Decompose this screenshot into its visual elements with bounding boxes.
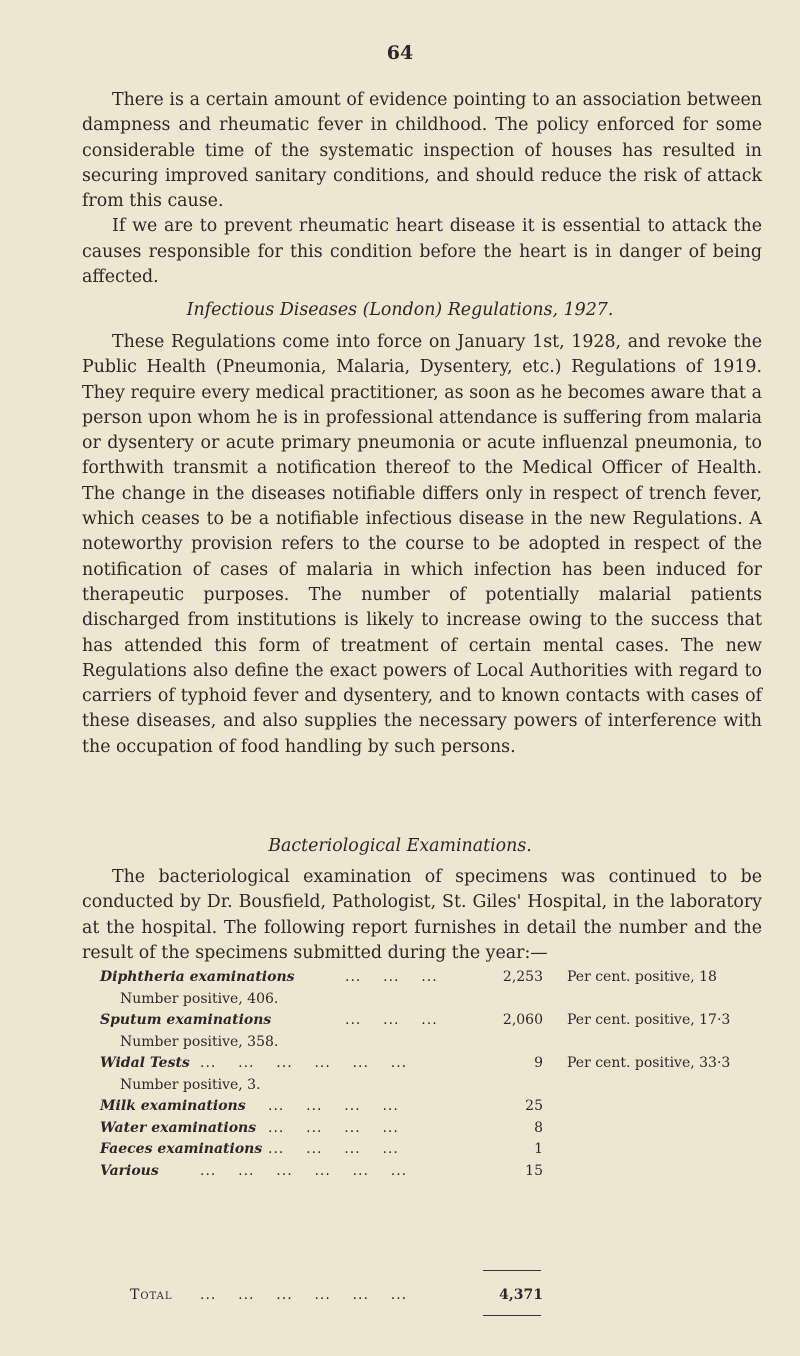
row-value: 25 <box>525 1098 543 1114</box>
row-value: 15 <box>525 1162 543 1179</box>
table-subrow <box>100 1034 780 1056</box>
page-number: 64 <box>386 42 414 64</box>
row-value: 2,253 <box>502 969 543 985</box>
row-label: Widal Tests <box>100 1055 190 1071</box>
leader-dots: ... ... ... <box>345 1012 438 1028</box>
table-total-row <box>100 1287 780 1309</box>
table-row <box>100 1012 780 1034</box>
row-value: 8 <box>534 1119 543 1136</box>
total-label: Total <box>130 1287 173 1303</box>
table-row <box>100 1163 780 1185</box>
paragraph-regulations: These Regulations come into force on January 1st, 1928, and revoke the Public Health (Pneumonia, Malaria, Dysentery, etc.) Regulations of 1919. They require every medical practitioner, as soon as he becomes aware that a person upon whom he is in professional attendance is suffering from malaria or dysentery or acute primary pneumonia or acute influenzal pneumonia, to forthwith transmit a notification thereof to the Medical Officer of Health. The change in the diseases notifiable differs only in respect of trench fever, which ceases to be a notifiable infectious disease in the new Regulations. A noteworthy provision refers to the course to be adopted in respect of the notification of cases of malaria in which infection has been induced for therapeutic purposes. The number of potentially malarial patients discharged from institutions is likely to increase owing to the success that has attended this form of treatment of certain mental cases. The new Regulations also define the exact powers of Local Authorities with regard to carriers of typhoid fever and dysentery, and to known contacts with cases of these diseases, and also supplies the necessary powers of interference with the occupation of food handling by such persons. <box>82 332 762 757</box>
row-label: Sputum examinations <box>100 1012 272 1028</box>
row-percent: Per cent. positive, 33·3 <box>567 1055 731 1071</box>
paragraph-rheumatic-fever: There is a certain amount of evidence pointing to an association between dampness and rheumatic fever in childhood. The policy enforced for some considerable time of the systematic inspection of houses has resulted in securing improved sanitary conditions, and should reduce the risk of attack from this cause. <box>82 90 762 212</box>
paragraph-bacteriological: The bacteriological examination of specimens was continued to be conducted by Dr. Bousfield, Pathologist, St. Giles' Hospital, in the laboratory at the hospital. The following report furnishes in detail the number and the result of the specimens submitted during the year:— <box>82 867 762 963</box>
row-label: Diphtheria examinations <box>100 969 295 985</box>
table-row <box>100 969 780 991</box>
leader-dots: ... ... ... ... <box>268 1119 399 1136</box>
row-percent: Per cent. positive, 18 <box>567 969 717 985</box>
row-number-positive: Number positive, 3. <box>120 1076 261 1093</box>
table-row <box>100 1098 780 1120</box>
heading-infectious-diseases: Infectious Diseases (London) Regulations, 1927. <box>186 300 614 320</box>
leader-dots: ... ... ... ... <box>268 1141 399 1157</box>
total-rule-bottom <box>483 1315 541 1316</box>
row-label: Faeces examinations <box>100 1141 263 1157</box>
table-subrow <box>100 1077 780 1099</box>
bacteriological-section <box>82 865 762 966</box>
row-value: 2,060 <box>502 1012 543 1028</box>
row-number-positive: Number positive, 358. <box>120 1033 279 1050</box>
row-percent: Per cent. positive, 17·3 <box>567 1012 731 1028</box>
total-value: 4,371 <box>499 1287 543 1303</box>
row-label: Various <box>100 1162 159 1179</box>
leader-dots: ... ... ... ... ... ... <box>200 1162 408 1179</box>
table-subrow <box>100 991 780 1013</box>
leader-dots: ... ... ... ... ... ... <box>200 1287 408 1303</box>
table-row <box>100 1120 780 1142</box>
table-row <box>100 1055 780 1077</box>
row-label: Milk examinations <box>100 1098 246 1114</box>
row-value: 9 <box>534 1055 543 1071</box>
examinations-table <box>100 969 780 1303</box>
paragraph-heart-disease: If we are to prevent rheumatic heart disease it is essential to attack the causes responsible for this condition before the heart is in danger of being affected. <box>82 216 762 288</box>
row-value: 1 <box>534 1141 543 1157</box>
heading-bacteriological: Bacteriological Examinations. <box>268 836 532 856</box>
table-row <box>100 1141 780 1163</box>
row-number-positive: Number positive, 406. <box>120 990 279 1007</box>
leader-dots: ... ... ... <box>345 969 438 985</box>
intro-paragraphs <box>82 88 762 290</box>
total-rule-top <box>483 1270 541 1271</box>
regulations-section <box>82 330 762 760</box>
leader-dots: ... ... ... ... <box>268 1098 399 1114</box>
row-label: Water examinations <box>100 1119 257 1136</box>
leader-dots: ... ... ... ... ... ... <box>200 1055 408 1071</box>
